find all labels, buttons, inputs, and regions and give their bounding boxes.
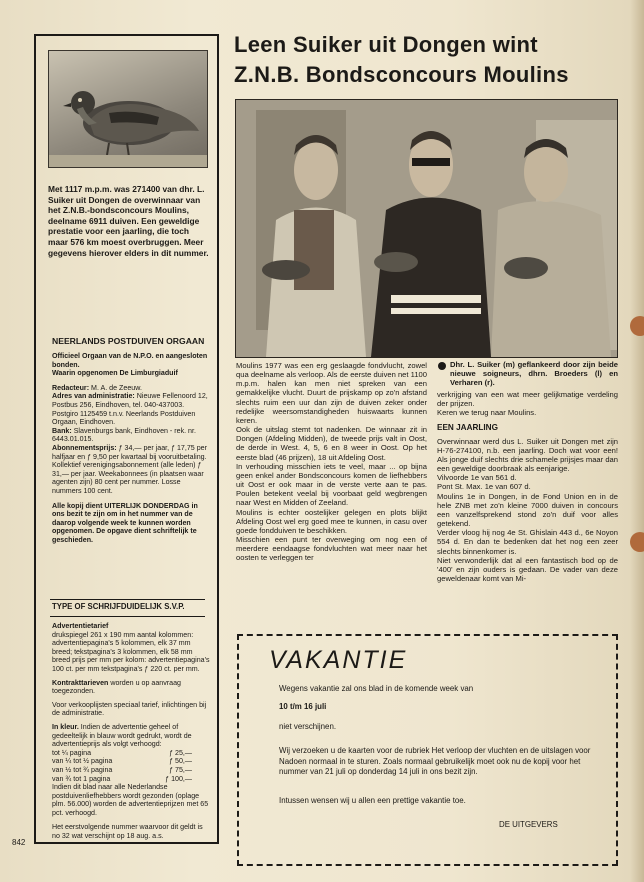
paragraph: Overwinnaar werd dus L. Suiker uit Dongen met zijn H-76-274100, n.b. een jaarling. Doch wat voor een! Als jonge duif slechts drie schamele prijsjes maar dan een geweldige doorbraak als eenjarige. xyxy=(437,436,618,474)
paragraph: Verder vloog hij nog 4e St. Ghislain 443 d., 6e Noyon 554 d. En dan te bedenken dat het nog een zeer slechts binnenkomer is. xyxy=(437,528,618,556)
circulation-note: Indien dit blad naar alle Nederlandse postduivenliefhebbers wordt gezonden (oplage plm. 56.000) worden de advertentieprijzen met 65 pct. verhoogd. xyxy=(52,783,209,817)
paragraph: Niet verwonderlijk dat al een fantastisch bod op de '400' en zijn ouders is gedaan. De vader van deze geweldenaar komt van Mi- xyxy=(437,555,618,583)
copy-deadline-notice: Alle kopij dient UITERLIJK DONDERDAG in ons bezit te zijn om in het nummer van de daarop volgende week te kunnen worden opgenomen. De opgave dient schriftelijk te geschieden. xyxy=(52,501,198,544)
contract-rates-line: Kontrakttarieven worden u op aanvraag toegezonden. xyxy=(52,678,181,696)
info-sidebar xyxy=(34,34,219,844)
publication-subtitle-2: Waarin opgenomen De Limburgiaduif xyxy=(52,369,178,378)
rate-row: van ¾ tot 1 pagina ƒ 100,— xyxy=(52,774,192,783)
legibility-notice: TYPE OF SCHRIJFDUIDELIJK S.V.P. xyxy=(52,602,185,611)
paragraph: In verhouding misschien iets te veel, maar ... op bijna geen enkel ander Bondsconcours komen de liefhebbers uit Oost er ook maar in de verste verte aan te pas. Poulen betekent veelal bij voorbaat geld wegbrengen naar West en Midden of Zeeland. xyxy=(236,461,427,508)
article-headline: Leen Suiker uit Dongen wint Z.N.B. Bondsconcours Moulins xyxy=(234,32,569,87)
vacation-line-1: Wegens vakantie zal ons blad in de komende week van xyxy=(279,684,474,693)
sales-list-note: Voor verkooplijsten speciaal tarief, inlichtingen bij de administratie. xyxy=(52,700,207,718)
pigeon-photo xyxy=(48,50,208,168)
divider xyxy=(50,599,205,600)
bank-line: Bank: Slavenburgs bank, Eindhoven - rek. nr. 6443.01.015. xyxy=(52,426,196,444)
paragraph: Moulins 1e in Dongen, in de Fond Union en in de hele ZNB met zo'n kleine 7000 duiven in concours een vanzelfsprekend stond zo'n duif voor alles getekend. xyxy=(437,491,618,529)
publication-subtitle: Officieel Orgaan van de N.P.O. en aangesloten bonden. xyxy=(52,352,208,369)
ad-rates-title: Advertentietarief xyxy=(52,622,109,630)
paragraph: Pont St. Max. 1e van 607 d. xyxy=(437,482,531,492)
paragraph: Ook de uitslag stemt tot nadenken. De winnaar zit in Dongen (Afdeling Midden), de tweede prijs valt in Oost, de derde in West. 4, 5, 6 en 8 weer in Oost. Op het eerste blad (46 prijzen), 18 uit Afdeling Oost. xyxy=(236,425,427,462)
pigeon-photo-caption: Met 1117 m.p.m. was 271400 van dhr. L. Suiker uit Dongen de overwinnaar van het Z.N.B.-bondsconcours Moulins, deelname 6911 duiven. Een geweldige prestatie voor een jaarling, die toch maar 576 km moest overbruggen. Meer gegevens hierover elders in dit nummer. xyxy=(48,184,209,258)
vacation-dates: 10 t/m 16 juli xyxy=(279,702,327,711)
paragraph: Moulins is echter oostelijker gelegen en plots blijkt Afdeling Oost wel erg goed mee te kunnen, in casu over goede fondduiven te beschikken. xyxy=(236,507,427,535)
paragraph: verkrijging van een wat meer gelijkmatige verdeling der prijzen. xyxy=(437,390,618,409)
vacation-line-2: niet verschijnen. xyxy=(279,722,337,731)
rate-row: van ¼ tot ½ pagina ƒ 50,— xyxy=(52,757,192,766)
photo-caption: Dhr. L. Suiker (m) geflankeerd door zijn beide nieuwe soigneurs, dhrn. Broeders (l) en Verharen (r). xyxy=(450,360,618,388)
three-men-photo xyxy=(235,99,618,358)
ad-rates-text: drukspiegel 261 x 190 mm aantal kolommen: advertentiepagina's 5 kolommen, elk 37 mm breed; tekstpagina's 3 kolommen, elk 58 mm breed prijs per mm per kolom: advertentiepagina's 100 ct. per mm tekstpagina's ƒ 220 ct. per mm. xyxy=(52,630,210,673)
section-heading: EEN JAARLING xyxy=(437,423,498,433)
binder-hole xyxy=(630,532,644,552)
publisher-signature: DE UITGEVERS xyxy=(499,820,558,829)
masthead-block xyxy=(52,336,212,544)
next-issue-note: Het eerstvolgende nummer waarvoor dit geldt is no 32 wat verschijnt op 18 aug. a.s. xyxy=(52,823,203,841)
rate-row: tot ¼ pagina ƒ 25,— xyxy=(52,748,192,757)
address-line: Adres van administratie: Nieuwe Fellenoord 12, Postbus 256, Eindhoven, tel. 040-437003. Postgiro 1125459 t.n.v. Neerlands Postduiven Orgaan, Eindhoven. xyxy=(52,392,208,427)
paragraph: Moulins 1977 was een erg geslaagde fondvlucht, zowel qua deelname als verloop. Als de eerste duiven net 1100 m.p.m. halen kan men niet spreken van een gemakkelijke vlucht. Duurt de prijskamp op zo'n afstand slechts ruim een uur dan zijn de duiven zeker onder redelijke weersomstandigheden huiswaarts kunnen keren. xyxy=(236,361,427,425)
vacation-notice-box xyxy=(237,634,618,866)
article-column-1 xyxy=(236,361,427,562)
paragraph: Vilvoorde 1e van 561 d. xyxy=(437,473,517,483)
color-ad-line: In kleur. Indien de advertentie geheel of gedeeltelijk in blauw wordt gedrukt, wordt de advertentieprijs als volgt verhoogd: xyxy=(52,722,192,749)
ad-rates-block xyxy=(52,622,212,841)
binder-hole xyxy=(630,316,644,336)
rate-row: van ½ tot ¾ pagina ƒ 75,— xyxy=(52,765,192,774)
paragraph: Keren we terug naar Moulins. xyxy=(437,408,537,418)
subscription-line: Abonnementsprijs: ƒ 34,— per jaar, ƒ 17,75 per halfjaar en ƒ 9,50 per kwartaal bij vooruitbetaling. Kollektief verenigingsabonnement (alle leden) ƒ 31,— per jaar. Weekabonnees (in plaatsen waar agenten zijn) 80 cent per nummer. Losse nummers 100 cent. xyxy=(52,443,207,495)
color-rate-table xyxy=(52,749,212,783)
publication-title: NEERLANDS POSTDUIVEN ORGAAN xyxy=(52,336,205,346)
page-edge-shadow xyxy=(630,0,644,882)
bullet-icon xyxy=(438,362,446,370)
page-number: 842 xyxy=(12,838,26,847)
vacation-wish: Intussen wensen wij u allen een prettige vakantie toe. xyxy=(279,796,466,805)
vacation-title: VAKANTIE xyxy=(269,646,408,674)
vacation-instructions: Wij verzoeken u de kaarten voor de rubriek Het verloop der vluchten en de uitslagen voor Nadoen normaal in te sturen. Zoals normaal gebruikelijk moet ook nu de kopij voor het nummer van 21 juli op donderdag 14 juli in ons bezit zijn. xyxy=(279,746,591,777)
divider xyxy=(50,616,205,617)
editor-line: Redacteur: M. A. de Zeeuw. xyxy=(52,383,142,392)
paragraph: Misschien een punt ter overweging om nog een of meerdere eendaagse fondvluchten wat meer naar het oosten te verleggen ter xyxy=(236,534,427,563)
article-column-2 xyxy=(437,390,618,583)
